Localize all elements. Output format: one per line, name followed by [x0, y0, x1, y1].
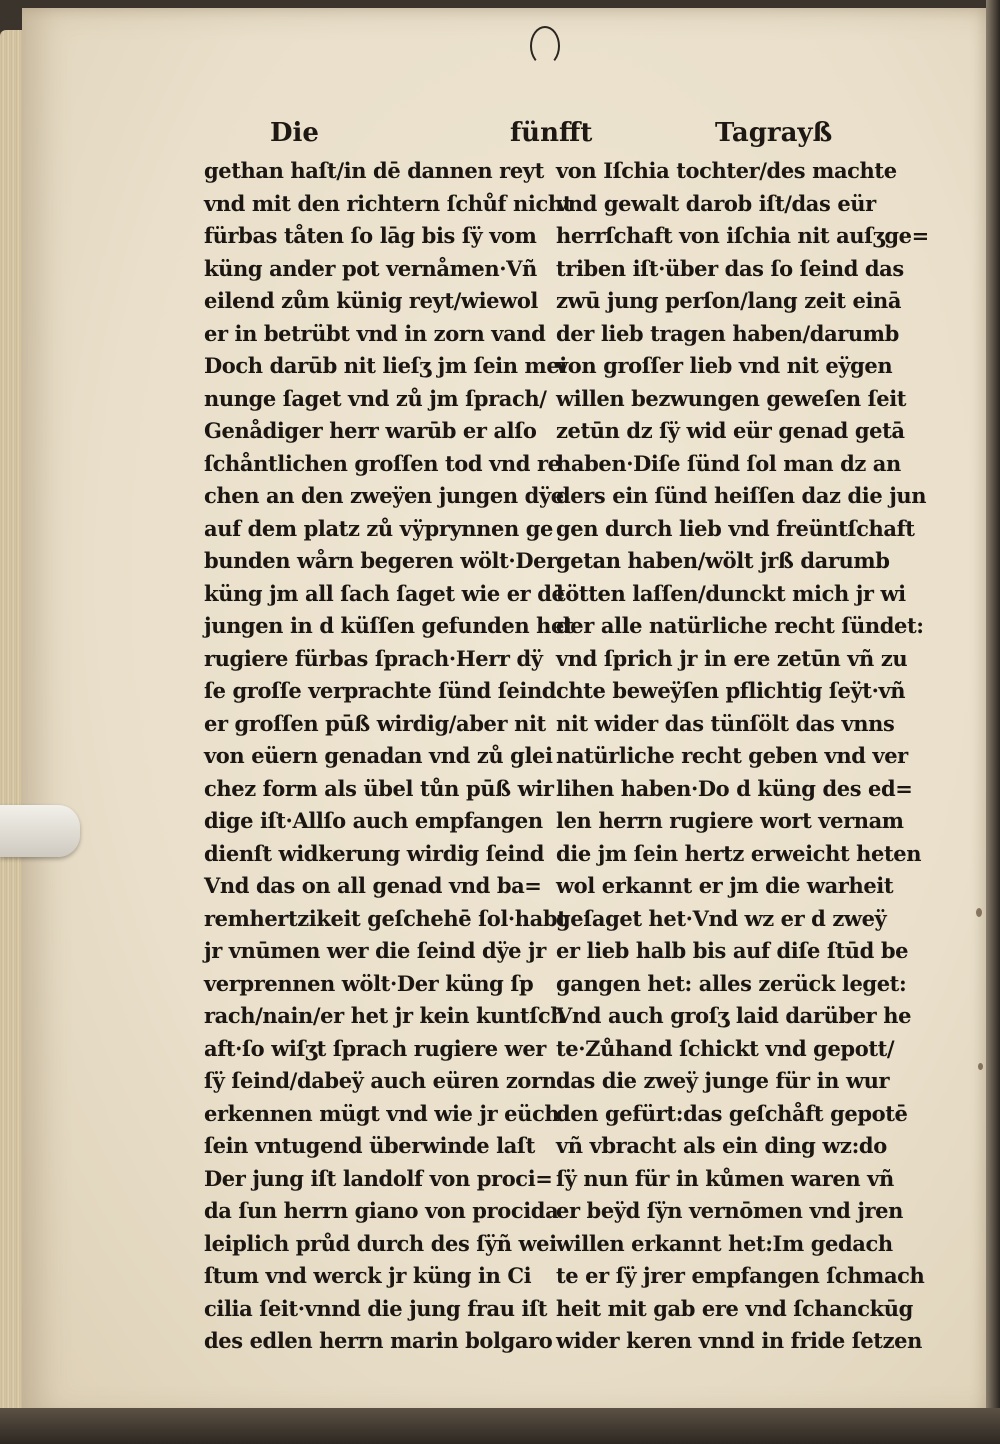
- text-line: Vnd das on all genad vnd ba=: [204, 873, 542, 898]
- headline-part-3: Tagrayß: [715, 118, 833, 148]
- text-line: von Iſchia tochter/des machte: [556, 158, 897, 183]
- text-line: verprennen wölt·Der küng ſp: [204, 970, 534, 996]
- text-line: zetūn dz ſÿ wid eür genad getā: [556, 418, 905, 443]
- text-line: chez form als übel tůn pūß wir: [204, 775, 554, 801]
- text-line: nunge ſaget vnd zů jm ſprach/: [204, 385, 547, 411]
- text-line: ſÿ ſeind/dabeÿ auch eüren zorn: [204, 1068, 557, 1093]
- text-line: tötten laſſen/dunckt mich jr wi: [556, 580, 906, 606]
- text-line: wider keren vnnd in fride ſetzen: [556, 1328, 922, 1353]
- text-line: chte beweÿſen pflichtig ſeÿt·vñ: [556, 678, 906, 703]
- text-line: jr vnūmen wer die ſeind dÿe jr: [204, 938, 546, 963]
- text-line: da ſun herrn giano von procida: [204, 1198, 559, 1223]
- text-line: cilia ſeit·vnnd die jung frau iſt: [204, 1295, 548, 1321]
- text-line: triben iſt·über das ſo ſeind das: [556, 255, 904, 281]
- headline-part-1: Die: [270, 118, 319, 148]
- text-line: herrſchaft von iſchia nit auſʒge=: [556, 223, 929, 248]
- text-line: küng jm all ſach ſaget wie er dē: [204, 580, 565, 606]
- text-line: gethan haſt/in dē dannen reyt: [204, 158, 544, 183]
- text-line: dige iſt·Allſo auch empfangen: [204, 808, 543, 833]
- text-line: fürbas tåten ſo lāg bis ſÿ vom: [204, 223, 537, 248]
- text-line: len herrn rugiere wort vernam: [556, 808, 904, 833]
- text-line: wol erkannt er jm die warheit: [556, 873, 894, 898]
- text-line: heit mit gab ere vnd ſchanckūg: [556, 1295, 913, 1321]
- text-line: ſein vntugend überwinde laſt: [204, 1133, 535, 1158]
- text-line: gangen het: alles zerück leget:: [556, 970, 907, 996]
- text-line: Der jung iſt landolf von proci=: [204, 1165, 553, 1191]
- text-line: vnd ſprich jr in ere zetūn vñ zu: [556, 645, 908, 671]
- text-line: vnd mit den richtern ſchůf nicht: [204, 190, 572, 216]
- text-line: leiplich průd durch des ſÿñ wei: [204, 1230, 557, 1256]
- text-line: jungen in d küſſen gefunden het: [204, 613, 574, 638]
- text-line: er in betrübt vnd in zorn vand: [204, 320, 546, 346]
- text-line: ſchåntlichen groſſen tod vnd re: [204, 450, 561, 476]
- text-line: er groſſen pūß wirdig/aber nit: [204, 710, 546, 736]
- text-line: Genådiger herr warūb er alſo: [204, 418, 537, 443]
- text-line: ſtum vnd werck jr küng in Ci: [204, 1263, 532, 1288]
- text-line: der lieb tragen haben/darumb: [556, 320, 899, 346]
- text-line: des edlen herrn marin bolgaro: [204, 1328, 553, 1353]
- text-line: rugiere fürbas ſprach·Herr dÿ: [204, 645, 543, 671]
- text-line: bunden wårn begeren wölt·Der: [204, 548, 557, 573]
- text-line: ders ein ſünd heiſſen daz die jun: [556, 483, 927, 508]
- book-bottom-edge: [0, 1408, 1000, 1444]
- text-line: nit wider das tünſölt das vnns: [556, 710, 895, 736]
- text-line: rach/nain/er het jr kein kuntſch: [204, 1003, 566, 1028]
- text-line: der alle natürliche recht ſündet:: [556, 613, 924, 638]
- text-line: geſaget het·Vnd wz er d zweÿ: [556, 905, 887, 931]
- text-line: von groſſer lieb vnd nit eÿgen: [556, 353, 893, 378]
- text-line: natürliche recht geben vnd ver: [556, 743, 908, 768]
- text-line: remhertzikeit geſchehē ſol·habt: [204, 905, 567, 931]
- text-line: te·Zůhand ſchickt vnd gepott/: [556, 1035, 895, 1061]
- text-line: ſÿ nun für in kůmen waren vñ: [556, 1165, 894, 1191]
- text-line: getan haben/wölt jrß darumb: [556, 548, 890, 573]
- text-line: willen erkannt het:Im gedach: [556, 1230, 893, 1256]
- text-line: lihen haben·Do d küng des ed=: [556, 775, 913, 801]
- text-line: das die zweÿ junge für in wur: [556, 1068, 890, 1093]
- text-line: die jm ſein hertz erweicht heten: [556, 840, 922, 866]
- text-line: Doch darūb nit lieſʒ jm ſein mei: [204, 353, 567, 378]
- text-line: vñ vbracht als ein ding wz:do: [556, 1133, 887, 1158]
- text-column-right: [556, 155, 929, 1358]
- text-line: te er ſÿ jrer empfangen ſchmach: [556, 1263, 925, 1288]
- page-clip: [0, 805, 80, 857]
- text-line: willen bezwungen geweſen ſeit: [556, 385, 907, 411]
- text-line: küng ander pot vernåmen·Vñ: [204, 255, 537, 281]
- running-headline: [270, 118, 833, 154]
- text-line: er beÿd ſÿn vernōmen vnd jren: [556, 1198, 904, 1223]
- text-line: eilend zům künig reyt/wiewol: [204, 288, 538, 313]
- text-line: erkennen mügt vnd wie jr eüch: [204, 1100, 560, 1126]
- ink-stain: [976, 908, 982, 917]
- text-line: zwū jung perſon/lang zeit einā: [556, 288, 902, 313]
- text-line: aft·ſo wiſʒt ſprach rugiere wer: [204, 1035, 546, 1061]
- text-line: haben·Diſe ſünd ſol man dz an: [556, 450, 901, 476]
- text-line: vnd gewalt darob iſt/das eür: [556, 190, 876, 216]
- text-line: von eüern genadan vnd zů glei: [204, 743, 553, 768]
- text-line: gen durch lieb vnd freüntſchaft: [556, 515, 915, 541]
- ink-stain: [978, 1063, 983, 1070]
- text-line: den gefürt:das geſchåft gepotē: [556, 1100, 908, 1126]
- binding-thread: [530, 26, 560, 66]
- text-line: ſe groſſe verprachte ſünd ſeind: [204, 678, 557, 703]
- headline-part-2: fünfft: [510, 118, 593, 148]
- text-line: chen an den zweÿen jungen dÿe: [204, 483, 564, 508]
- text-column-left: [204, 155, 574, 1358]
- text-line: auf dem platz zů vӱprynnen ge: [204, 515, 554, 541]
- text-line: dienſt widkerung wirdig ſeind: [204, 840, 545, 866]
- text-line: er lieb halb bis auf diſe ſtūd be: [556, 938, 909, 963]
- book-right-edge: [986, 0, 1000, 1444]
- text-line: Vnd auch groſʒ laid darüber he: [556, 1003, 912, 1028]
